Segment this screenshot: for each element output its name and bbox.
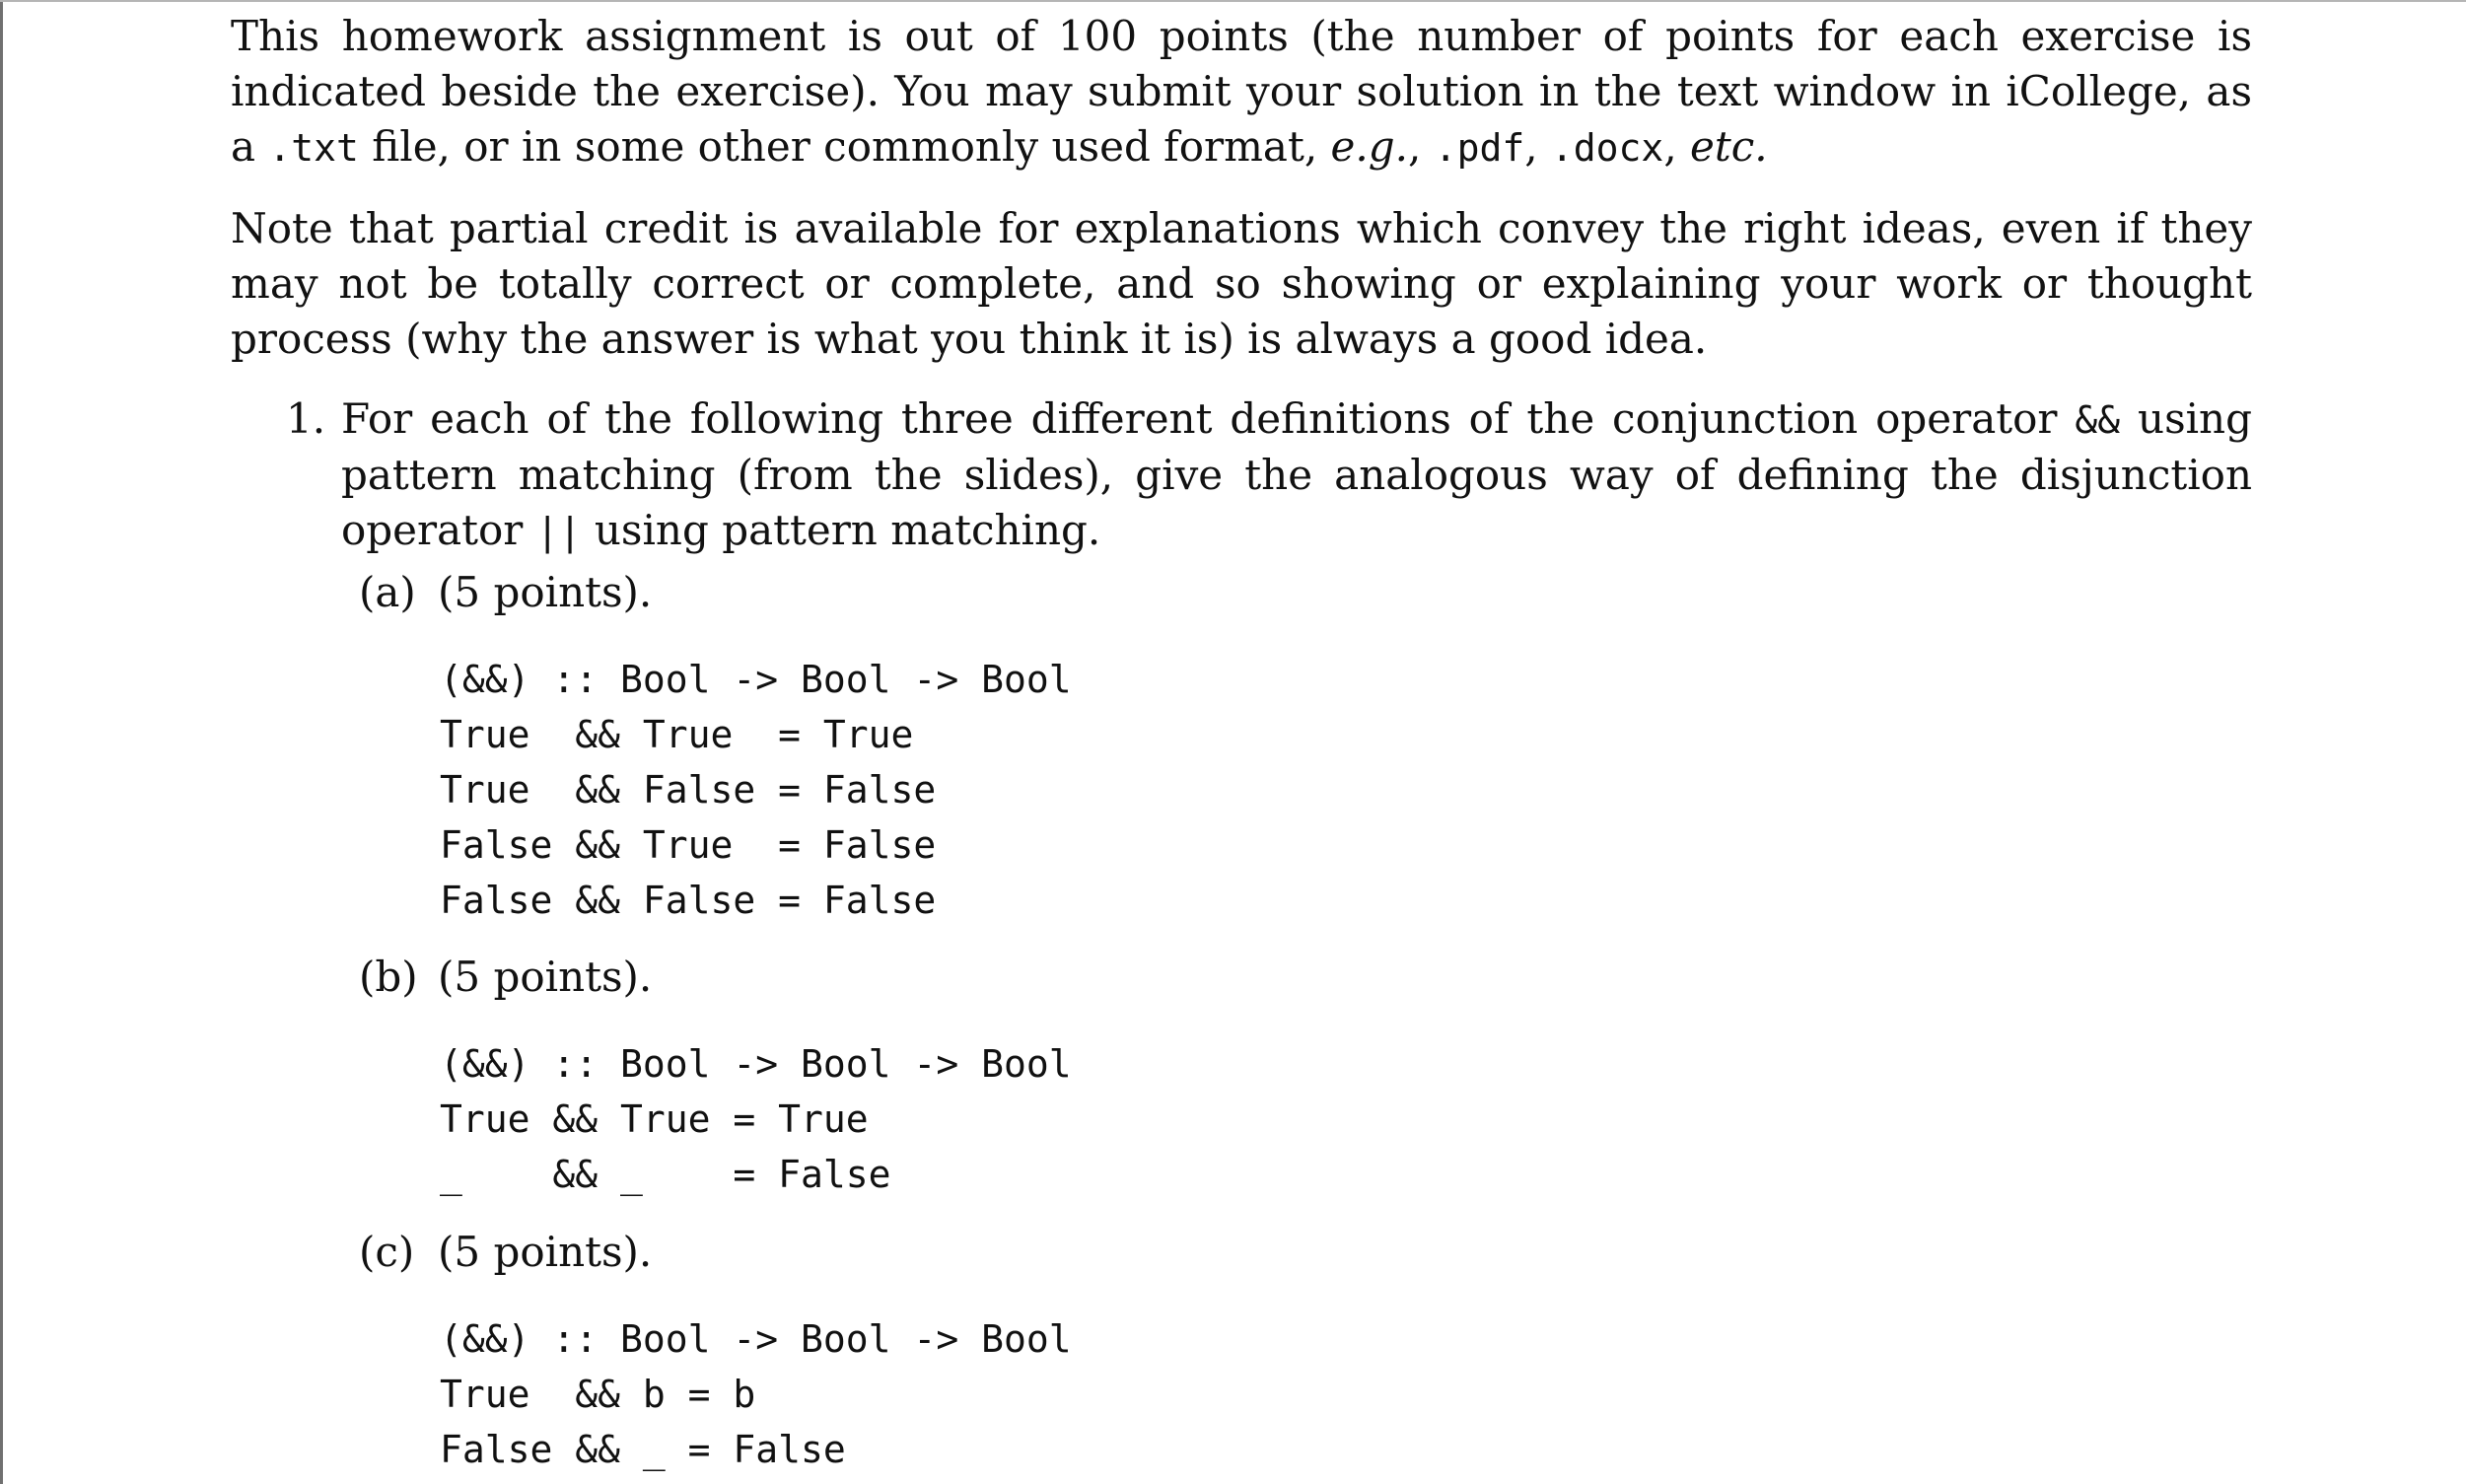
question-text-part: using pattern matching (from the slides), give the analogous way of defining the disjunction operator: [341, 394, 2252, 554]
intro-text: file, or in some other commonly used format,: [358, 122, 1331, 171]
part-tag: (c): [359, 1228, 415, 1276]
intro-text: ,: [1408, 122, 1435, 171]
part-tag: (a): [359, 568, 416, 616]
part-a-label: [359, 565, 652, 620]
partial-credit-paragraph: Note that partial credit is available for explanations which convey the right ideas, even if they may not be totally correct or complete, and so showing or explaining your work or thought process (why the answer is what you think it is) is always a good idea.: [231, 204, 2252, 363]
or-operator: ||: [535, 510, 582, 553]
code-line: (&&) :: Bool -> Bool -> Bool: [440, 1317, 1072, 1361]
intro-paragraph: [231, 9, 2252, 176]
and-operator: &&: [2075, 398, 2121, 442]
question-text: [341, 391, 2252, 559]
question-number: 1.: [286, 394, 326, 443]
pdf-extension: .pdf: [1434, 126, 1525, 170]
code-line: False && True = False: [440, 823, 937, 867]
viewer-left-border: [0, 0, 3, 1484]
part-b-code: [440, 1036, 1072, 1202]
part-points: (5 points).: [438, 568, 653, 616]
code-line: True && True = True: [440, 1097, 869, 1141]
part-points: (5 points).: [438, 953, 653, 1001]
intro-text: This homework assignment is out of 100 points (the number of points for each exercise is indicated beside the exercise). You may submit your solution in the text window in iCollege, as a: [231, 12, 2252, 171]
code-line: (&&) :: Bool -> Bool -> Bool: [440, 658, 1072, 701]
code-line: False && False = False: [440, 879, 937, 922]
part-c-code: [440, 1311, 1072, 1477]
code-line: True && True = True: [440, 713, 914, 756]
txt-extension: .txt: [268, 126, 359, 170]
code-line: True && b = b: [440, 1373, 756, 1416]
intro-text: ,: [1524, 122, 1551, 171]
question-text-part: For each of the following three different definitions of the conjunction operator: [341, 394, 2076, 443]
code-line: True && False = False: [440, 768, 937, 812]
part-c-label: [359, 1225, 652, 1280]
part-b-label: [359, 950, 652, 1005]
etc-abbrev: etc.: [1690, 122, 1768, 171]
code-line: _ && _ = False: [440, 1153, 891, 1196]
code-line: (&&) :: Bool -> Bool -> Bool: [440, 1042, 1072, 1086]
viewer-top-border: [0, 0, 2466, 2]
eg-abbrev: e.g.: [1330, 122, 1408, 171]
part-tag: (b): [359, 953, 418, 1001]
part-a-code: [440, 652, 1072, 928]
code-line: False && _ = False: [440, 1428, 846, 1471]
docx-extension: .docx: [1550, 126, 1664, 170]
question-text-part: using pattern matching.: [581, 506, 1101, 554]
part-points: (5 points).: [438, 1228, 653, 1276]
intro-text: ,: [1663, 122, 1691, 171]
